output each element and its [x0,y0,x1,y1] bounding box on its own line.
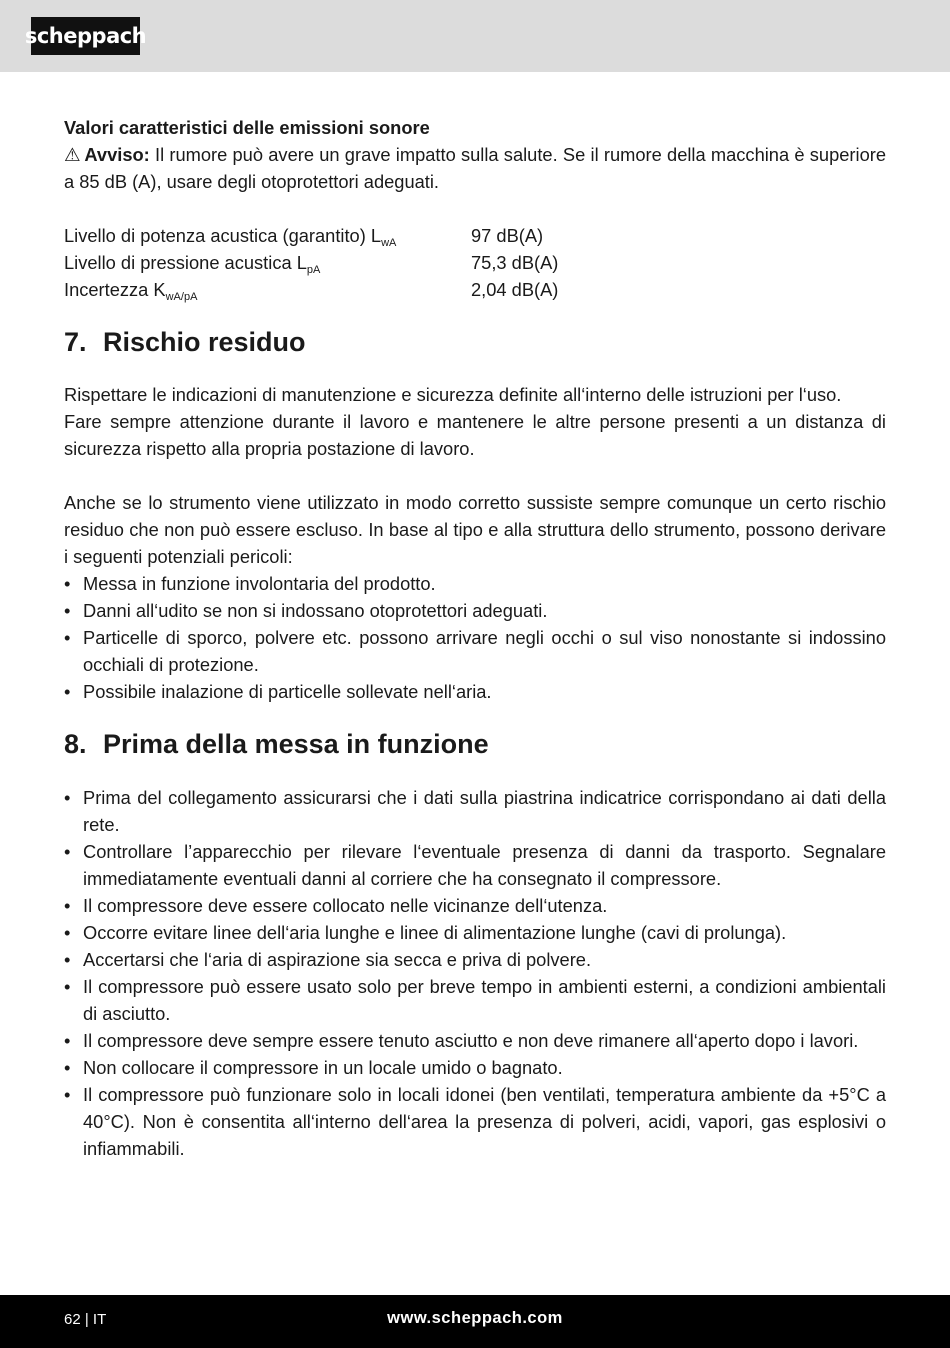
section-title: Prima della messa in funzione [103,729,489,759]
brand-logo: scheppach [31,17,140,55]
section-8-heading [64,727,886,761]
header-bar [0,0,950,72]
hazard-list [64,570,886,705]
list-item: • Non collocare il compressore in un locale umido o bagnato. [64,1054,886,1081]
section-title: Rischio residuo [103,327,306,357]
spec-value: 2,04 dB(A) [471,279,559,300]
list-item: • Controllare l’apparecchio per rilevare l‘eventuale presenza di danni da trasporto. Segnalare immediatamente eventuali danni al corriere che ha consegnato il compressore. [64,838,886,892]
page-number: 62 | IT [64,1311,107,1328]
spec-row [64,249,886,276]
list-item: • Il compressore deve sempre essere tenuto asciutto e non deve rimanere all‘aperto dopo i lavori. [64,1027,886,1054]
spec-label: Livello di potenza acustica (garantito) $L_{wA}$ [64,225,397,249]
page-content [64,114,886,1162]
warning-text: Il rumore può avere un grave impatto sulla salute. Se il rumore della macchina è superiore a 85 dB (A), usare degli otoprotettori adeguati. [64,144,886,192]
warning-icon: ⚠ [64,144,81,165]
list-item: • Particelle di sporco, polvere etc. possono arrivare negli occhi o sul viso nonostante si indossino occhiali di protezione. [64,624,886,678]
spec-value: 97 dB(A) [471,225,544,246]
list-item: • Messa in funzione involontaria del prodotto. [64,570,886,597]
spec-label: Livello di pressione acustica $L_{pA}$ [64,252,321,276]
list-item: • Il compressore può essere usato solo per breve tempo in ambienti esterni, a condizioni ambientali di asciutto. [64,973,886,1027]
list-item: • Danni all‘udito se non si indossano otoprotettori adeguati. [64,597,886,624]
section-7-heading [64,325,886,359]
list-item: • Il compressore può funzionare solo in locali idonei (ben ventilati, temperatura ambiente da +5°C a 40°C). Non è consentita all‘interno dell‘area la presenza di polveri, acidi, vapori, gas esplosivi o infiammabili. [64,1081,886,1162]
section-number: 8. [64,729,87,759]
paragraph: Anche se lo strumento viene utilizzato in modo corretto sussiste sempre comunque un certo rischio residuo che non può essere escluso. In base al tipo e alla struttura dello strumento, possono derivare i seguenti potenziali pericoli: [64,492,886,567]
spec-row [64,222,886,249]
noise-spec-table [64,222,886,303]
website-link[interactable]: www.scheppach.com [387,1309,563,1327]
spec-row [64,276,886,303]
paragraph: Rispettare le indicazioni di manutenzione e sicurezza definite all‘interno delle istruzioni per l‘uso. [64,384,842,405]
warning-label: Avviso: [84,144,150,165]
spec-value: 75,3 dB(A) [471,252,559,273]
list-item: • Accertarsi che l‘aria di aspirazione sia secca e priva di polvere. [64,946,886,973]
setup-list [64,784,886,1162]
list-item: • Il compressore deve essere collocato nelle vicinanze dell‘utenza. [64,892,886,919]
spec-label: Incertezza $K_{wA/pA}$ [64,279,198,303]
paragraph: Fare sempre attenzione durante il lavoro e mantenere le altre persone presenti a un distanza di sicurezza rispetto alla propria postazione di lavoro. [64,411,886,459]
list-item: • Prima del collegamento assicurarsi che i dati sulla piastrina indicatrice corrispondano ai dati della rete. [64,784,886,838]
section-number: 7. [64,327,87,357]
footer-bar [0,1295,950,1348]
noise-warning [64,141,886,195]
list-item: • Possibile inalazione di particelle sollevate nell‘aria. [64,678,886,705]
noise-title: Valori caratteristici delle emissioni sonore [64,117,430,138]
list-item: • Occorre evitare linee dell‘aria lunghe e linee di alimentazione lunghe (cavi di prolunga). [64,919,886,946]
